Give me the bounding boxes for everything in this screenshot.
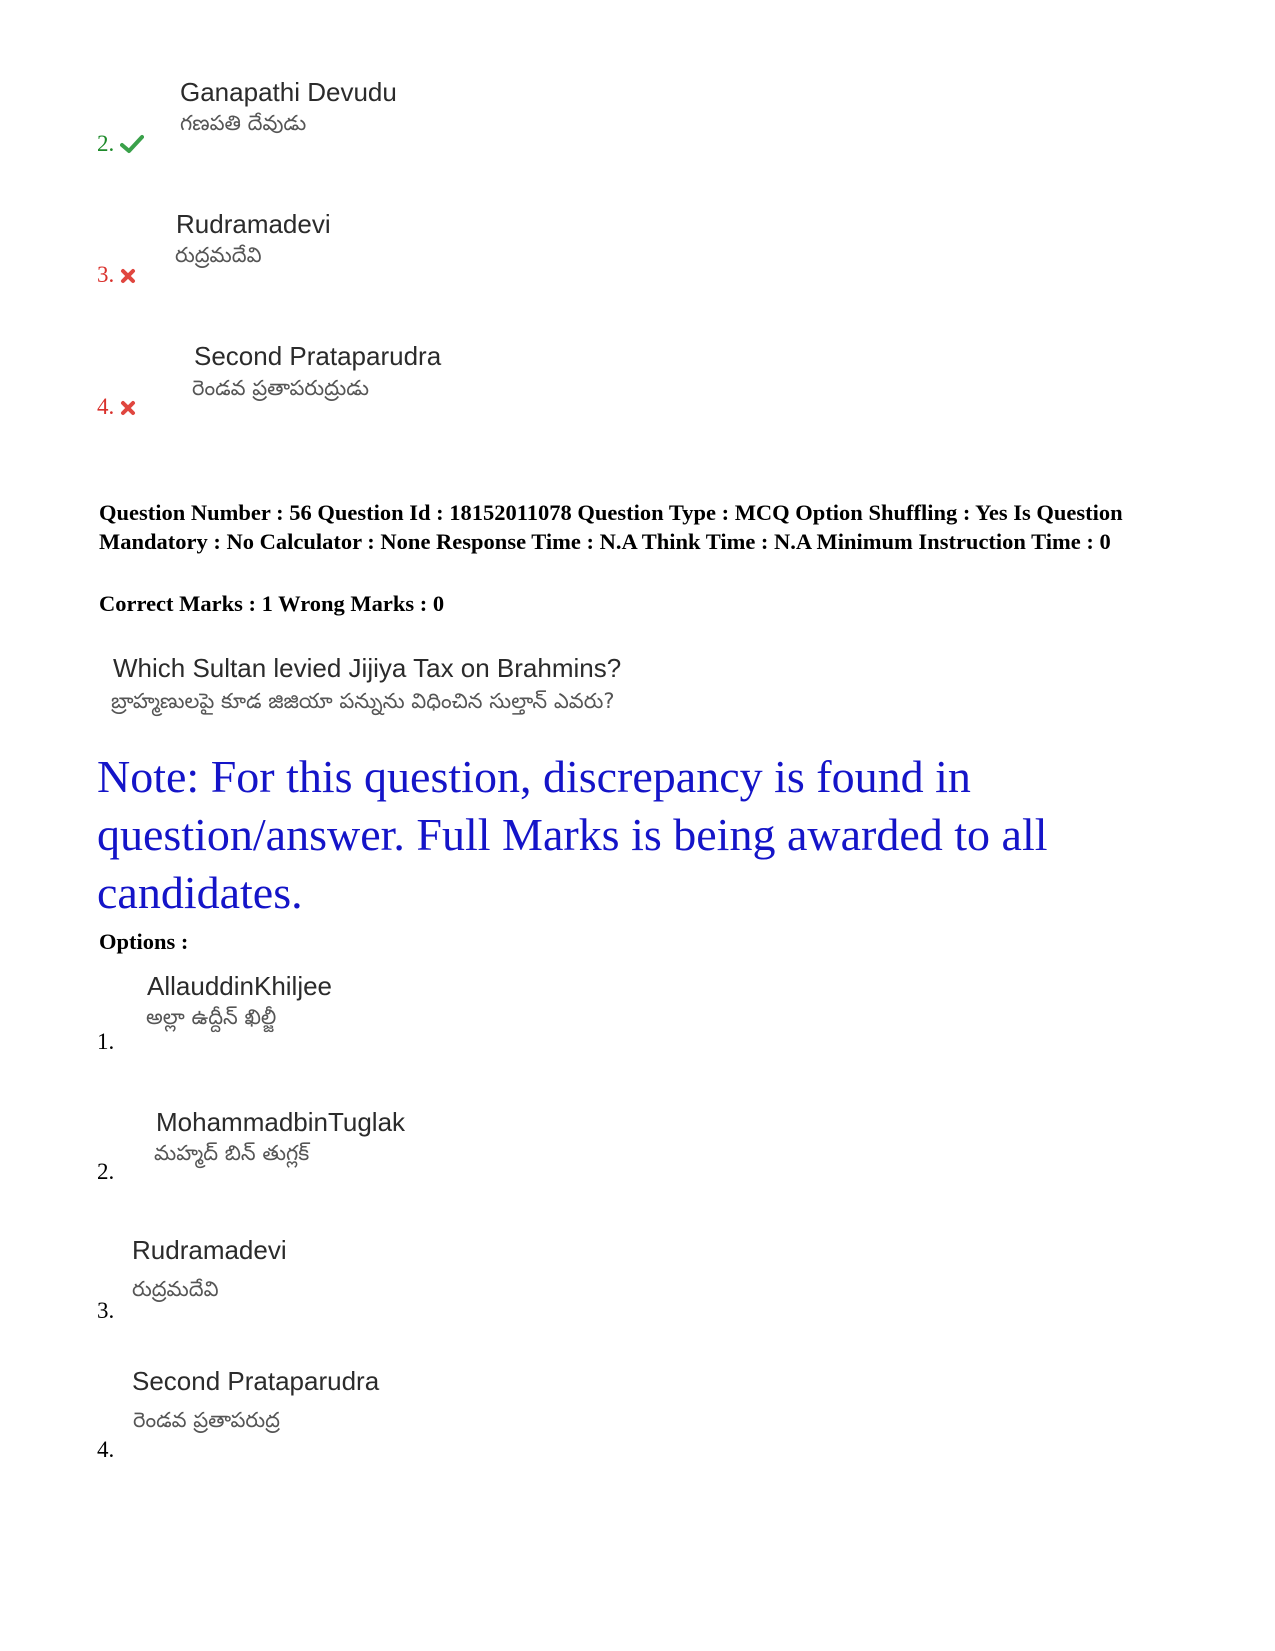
option-english-text: Second Prataparudra bbox=[132, 1366, 380, 1396]
option-number: 1. bbox=[97, 1029, 115, 1054]
option-number: 4. bbox=[97, 1437, 115, 1462]
option-telugu-text: మహ్మద్ బిన్ తుగ్లక్ bbox=[154, 1141, 310, 1165]
option-english-text: Ganapathi Devudu bbox=[180, 77, 397, 107]
cross-icon bbox=[120, 265, 136, 288]
option-telugu-text: రుద్రమదేవి bbox=[175, 243, 262, 267]
option-english-text: MohammadbinTuglak bbox=[156, 1107, 406, 1137]
question-marks: Correct Marks : 1 Wrong Marks : 0 bbox=[99, 591, 445, 616]
option-number: 2. bbox=[97, 1159, 115, 1184]
option-telugu-text: రెండవ ప్రతాపరుద్రుడు bbox=[192, 376, 370, 400]
check-icon bbox=[120, 134, 144, 158]
option-telugu-text: రుద్రమదేవి bbox=[132, 1277, 219, 1301]
option-number: 3. bbox=[97, 1298, 115, 1323]
option-number: 4. bbox=[97, 395, 136, 420]
option-english-text: AllauddinKhiljee bbox=[147, 971, 333, 1001]
cross-icon bbox=[120, 397, 136, 420]
option-telugu-text: రెండవ ప్రతాపరుద్ర bbox=[133, 1408, 280, 1432]
question-text-telugu: బ్రాహ్మణులపై కూడ జిజియా పన్నును విధించిన సుల్తాన్ ఎవరు? bbox=[111, 689, 615, 713]
option-english-text: Rudramadevi bbox=[176, 209, 331, 239]
option-english-text: Rudramadevi bbox=[132, 1235, 287, 1265]
option-english-text: Second Prataparudra bbox=[194, 341, 442, 371]
discrepancy-note: Note: For this question, discrepancy is found in question/answer. Full Marks is being awarded to all candidates. bbox=[97, 751, 1048, 918]
option-number: 3. bbox=[97, 263, 136, 288]
option-telugu-text: గణపతి దేవుడు bbox=[180, 111, 307, 135]
option-telugu-text: అల్లా ఉద్దీన్ ఖిల్జీ bbox=[146, 1005, 277, 1029]
option-number: 2. bbox=[97, 132, 144, 158]
options-label: Options : bbox=[99, 929, 189, 954]
question-text-english: Which Sultan levied Jijiya Tax on Brahmins? bbox=[113, 653, 622, 683]
question-meta: Question Number : 56 Question Id : 18152011078 Question Type : MCQ Option Shuffling : Yes Is Question Mandatory : No Calculator : None Response Time : N.A Think Time : N.A Minimum Instruction Time : 0 bbox=[99, 500, 1123, 554]
